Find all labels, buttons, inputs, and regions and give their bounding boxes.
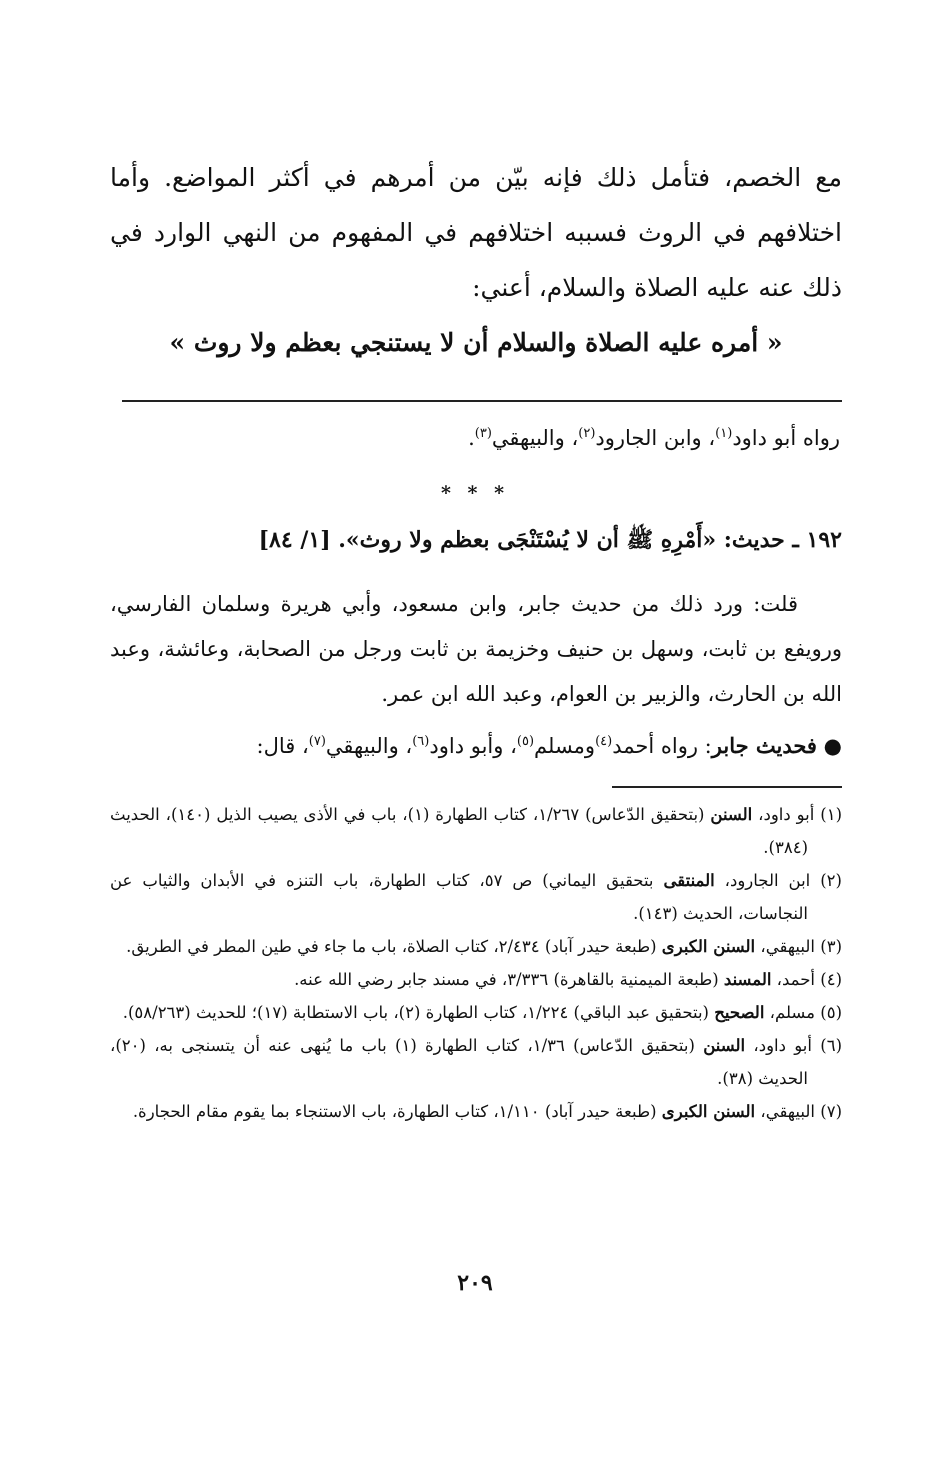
footnote-ref: (٤) [595,734,613,749]
footnote-ref: (٥) [516,734,535,749]
footnote-1 [110,798,842,864]
jabir-text: : رواه أحمد [612,734,712,758]
footnote-divider [612,786,842,788]
footnote-ref: (٢) [578,426,596,441]
footnote-details: (بتحقيق الدّعاس) ١/٢٦٧، كتاب الطهارة (١)، باب في الأذى يصيب الذيل (١٤٠)، الحديث (٣٨٤). [110,805,808,857]
footnotes [110,798,842,1128]
footnote-book-title: المنتقى [663,871,715,890]
footnote-4 [110,963,842,996]
footnote-6 [110,1029,842,1095]
footnote-author: أحمد، [771,970,815,989]
footnote-book-title: السنن [703,1036,746,1055]
narration-text: ، والبيهقي [491,426,579,450]
footnote-number: (١) [820,805,842,824]
footnote-number: (٦) [820,1036,843,1055]
footnote-2 [110,864,842,930]
footnote-ref: (٣) [474,426,492,441]
page-number: ٢٠٩ [457,1270,493,1296]
section-divider [122,400,842,402]
footnote-details: (بتحقيق عبد الباقي) ١/٢٢٤، كتاب الطهارة (٢)، باب الاستطابة (١٧)؛ للحديث (٥٨/٢٦٣). [122,1003,715,1022]
footnote-ref: (٦) [412,734,430,749]
footnote-book-title: السنن الكبرى [661,1102,756,1121]
jabir-hadith-line [110,724,842,768]
footnote-author: أبو داود، [752,805,815,824]
footnote-number: (٥) [820,1003,842,1022]
footnote-ref: (٧) [308,734,326,749]
footnote-book-title: الصحيح [714,1003,765,1022]
footnote-number: (٧) [820,1102,842,1121]
footnote-author: البيهقي، [755,1102,815,1121]
jabir-text: ، قال: [256,734,309,758]
footnote-details: (طبعة الميمنية بالقاهرة) ٣/٣٣٦، في مسند جابر رضي الله عنه. [294,970,724,989]
jabir-text: ، والبيهقي [325,734,413,758]
footnote-ref: (١) [715,426,733,441]
jabir-label: فحديث جابر [711,733,817,758]
jabir-text: ، وأبو داود [429,734,517,758]
footnote-author: أبو داود، [745,1036,812,1055]
footnote-5 [110,996,842,1029]
footnote-details: (بتحقيق الدّعاس) ١/٣٦، كتاب الطهارة (١) باب ما يُنهى عنه أن يتسنجى به، (٢٠)، الحديث (٣٨). [110,1036,808,1088]
narration-text: ، وابن الجارود [595,426,716,450]
footnote-book-title: المسند [723,970,772,989]
footnote-book-title: السنن [710,805,753,824]
footnote-author: مسلم، [764,1003,815,1022]
bullet-icon: ● [823,734,842,758]
narration-text: رواه أبو داود [732,426,840,450]
footnote-number: (٢) [820,871,842,890]
footnote-details: (طبعة حيدر آباد) ١/١١٠، كتاب الطهارة، باب الاستنجاء بما يقوم مقام الحجارة. [132,1102,662,1121]
narration-line [468,416,840,460]
footnote-number: (٤) [820,970,842,989]
commentary-text: قلت: ورد ذلك من حديث جابر، وابن مسعود، وأبي هريرة وسلمان الفارسي، ورويفع بن ثابت، وسهل بن حنيف وخزيمة بن ثابت ورجل من الصحابة، وعائشة، وعبد الله بن الحارث، والزبير بن العوام، وعبد الله ابن عمر. [110,592,842,706]
footnote-3 [110,930,842,963]
footnote-details: بتحقيق اليماني) ص ٥٧، كتاب الطهارة، باب التنزه في الأبدان والثياب عن النجاسات، الحديث (١٤٣). [110,871,808,923]
footnote-number: (٣) [820,937,842,956]
main-paragraph: مع الخصم، فتأمل ذلك فإنه بيّن من أمرهم في أكثر المواضع. وأما اختلافهم في الروث فسببه اختلافهم في المفهوم من النهي الوارد في ذلك عنه عليه الصلاة والسلام، أعني: [110,163,842,302]
footnote-details: (طبعة حيدر آباد) ٢/٤٣٤، كتاب الصلاة، باب ما جاء في طين المطر في الطريق. [126,937,662,956]
footnote-7 [110,1095,842,1128]
hadith-heading: ١٩٢ ـ حديث: «أَمْرِهِ ﷺ أن لا يُسْتَنْجَى بعظم ولا روث». [١/ ٨٤] [258,527,842,553]
asterisk-separator: * * * [440,482,510,504]
jabir-text: ومسلم [534,734,596,758]
footnote-book-title: السنن الكبرى [661,937,756,956]
narration-text: . [468,426,475,450]
commentary-paragraph [110,582,842,717]
footnote-author: ابن الجارود، [714,871,811,890]
quoted-hadith: « أمره عليه الصلاة والسلام أن لا يستنجي بعظم ولا روث » [169,328,783,357]
footnote-author: البيهقي، [755,937,815,956]
